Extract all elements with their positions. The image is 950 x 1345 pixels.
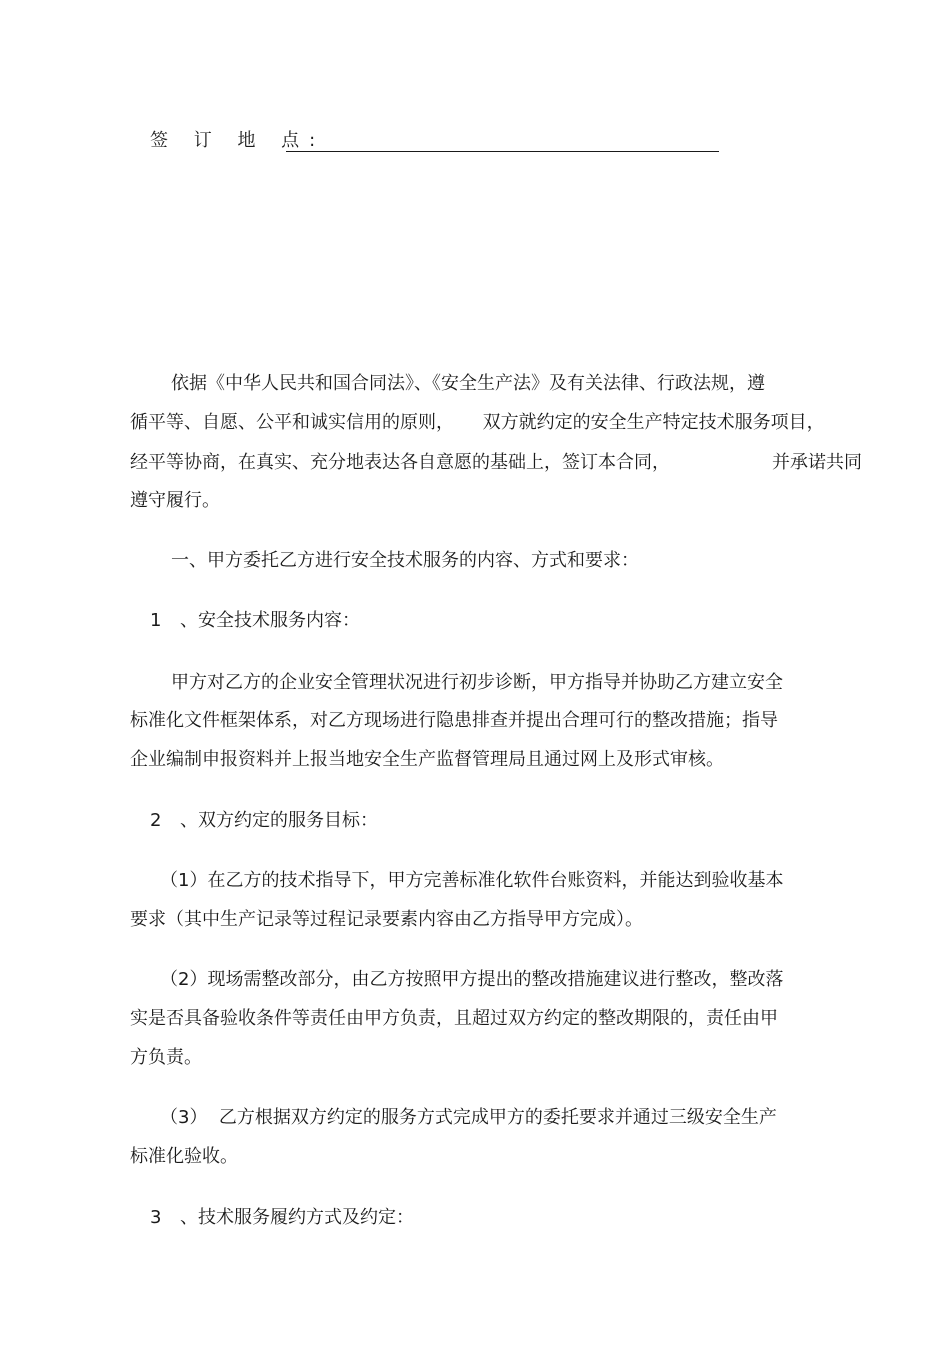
preamble-line-2: 循平等、自愿、公平和诚实信用的原则， 双方就约定的安全生产特定技术服务项目， [130, 412, 825, 433]
item-1-paragraph-line-1: 甲方对乙方的企业安全管理状况进行初步诊断，甲方指导并协助乙方建立安全 [171, 672, 783, 693]
item-1-paragraph-line-3: 企业编制申报资料并上报当地安全生产监督管理局且通过网上及形式审核。 [130, 749, 724, 770]
item-3-number: 3 [150, 1207, 162, 1228]
preamble-line-3: 经平等协商，在真实、充分地表达各自意愿的基础上，签订本合同， [130, 452, 670, 473]
item-2-title: 、双方约定的服务目标： [180, 810, 378, 831]
goal-1-line-1: （1）在乙方的技术指导下，甲方完善标准化软件台账资料，并能达到验收基本 [160, 870, 784, 891]
goal-3-line-1: （3） 乙方根据双方约定的服务方式完成甲方的委托要求并通过三级安全生产 [160, 1107, 777, 1128]
item-2-number: 2 [150, 810, 162, 831]
goal-2-line-3: 方负责。 [130, 1047, 202, 1068]
item-3-title: 、技术服务履约方式及约定： [180, 1207, 414, 1228]
preamble-line-1: 依据《中华人民共和国合同法》、《安全生产法》及有关法律、行政法规，遵 [171, 373, 765, 394]
item-1-paragraph-line-2: 标准化文件框架体系，对乙方现场进行隐患排查并提出合理可行的整改措施；指导 [130, 710, 778, 731]
preamble-line-4: 遵守履行。 [130, 490, 220, 511]
signing-place-label: 签 订 地 点: [150, 130, 326, 151]
goal-1-line-2: 要求（其中生产记录等过程记录要素内容由乙方指导甲方完成）。 [130, 909, 643, 930]
item-1-number: 1 [150, 610, 162, 631]
goal-2-line-1: （2）现场需整改部分，由乙方按照甲方提出的整改措施建议进行整改，整改落 [160, 969, 784, 990]
goal-3-line-2: 标准化验收。 [130, 1146, 238, 1167]
item-1-title: 、安全技术服务内容： [180, 610, 360, 631]
goal-2-line-2: 实是否具备验收条件等责任由甲方负责，且超过双方约定的整改期限的，责任由甲 [130, 1008, 778, 1029]
section-1-heading: 一、甲方委托乙方进行安全技术服务的内容、方式和要求： [171, 550, 639, 571]
signing-place-blank-line [286, 151, 719, 152]
preamble-line-3-tail: 并承诺共同 [772, 452, 862, 473]
